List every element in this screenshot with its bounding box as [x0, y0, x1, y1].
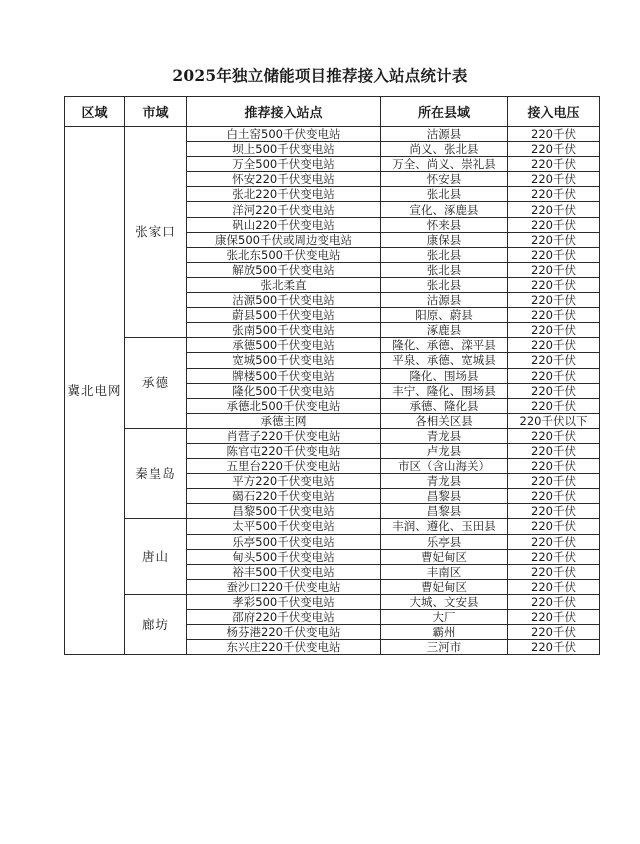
- voltage-cell: 220千伏: [508, 262, 600, 277]
- header-voltage: 接入电压: [508, 97, 600, 127]
- city-cell: 秦皇岛: [125, 428, 187, 519]
- county-cell: 青龙县: [381, 474, 508, 489]
- voltage-cell: 220千伏: [508, 293, 600, 308]
- station-cell: 牌楼500千伏变电站: [187, 368, 381, 383]
- voltage-cell: 220千伏: [508, 232, 600, 247]
- voltage-cell: 220千伏: [508, 519, 600, 534]
- station-cell: 张北220千伏变电站: [187, 187, 381, 202]
- county-cell: 涿鹿县: [381, 323, 508, 338]
- county-cell: 青龙县: [381, 428, 508, 443]
- station-cell: 太平500千伏变电站: [187, 519, 381, 534]
- city-cell: 张家口: [125, 127, 187, 338]
- station-cell: 白土窑500千伏变电站: [187, 127, 381, 142]
- voltage-cell: 220千伏: [508, 308, 600, 323]
- county-cell: 怀安县: [381, 172, 508, 187]
- station-cell: 张北柔直: [187, 277, 381, 292]
- county-cell: 阳原、蔚县: [381, 308, 508, 323]
- voltage-cell: 220千伏: [508, 564, 600, 579]
- station-cell: 洋河220千伏变电站: [187, 202, 381, 217]
- table-row: [65, 338, 600, 353]
- header-row: [65, 97, 600, 127]
- voltage-cell: 220千伏: [508, 172, 600, 187]
- station-cell: 沽源500千伏变电站: [187, 293, 381, 308]
- header-city: 市域: [125, 97, 187, 127]
- voltage-cell: 220千伏: [508, 459, 600, 474]
- region-cell: 冀北电网: [65, 127, 125, 655]
- county-cell: 市区（含山海关）: [381, 459, 508, 474]
- station-cell: 承德北500千伏变电站: [187, 398, 381, 413]
- county-cell: 昌黎县: [381, 489, 508, 504]
- voltage-cell: 220千伏: [508, 217, 600, 232]
- station-cell: 杨芬港220千伏变电站: [187, 625, 381, 640]
- station-cell: 蚕沙口220千伏变电站: [187, 579, 381, 594]
- station-cell: 张北东500千伏变电站: [187, 247, 381, 262]
- county-cell: 张北县: [381, 247, 508, 262]
- table-row: [65, 127, 600, 142]
- county-cell: 曹妃甸区: [381, 579, 508, 594]
- station-cell: 五里台220千伏变电站: [187, 459, 381, 474]
- header-region: 区域: [65, 97, 125, 127]
- county-cell: 怀来县: [381, 217, 508, 232]
- county-cell: 隆化、承德、滦平县: [381, 338, 508, 353]
- page-title: 2025年独立储能项目推荐接入站点统计表: [172, 66, 468, 85]
- station-cell: 陈官屯220千伏变电站: [187, 443, 381, 458]
- voltage-cell: 220千伏: [508, 142, 600, 157]
- voltage-cell: 220千伏: [508, 534, 600, 549]
- station-cell: 张南500千伏变电站: [187, 323, 381, 338]
- voltage-cell: 220千伏: [508, 489, 600, 504]
- voltage-cell: 220千伏: [508, 579, 600, 594]
- table-header: [65, 97, 600, 127]
- station-cell: 邵府220千伏变电站: [187, 610, 381, 625]
- voltage-cell: 220千伏: [508, 323, 600, 338]
- voltage-cell: 220千伏: [508, 202, 600, 217]
- station-cell: 隆化500千伏变电站: [187, 383, 381, 398]
- county-cell: 乐亭县: [381, 534, 508, 549]
- voltage-cell: 220千伏: [508, 443, 600, 458]
- voltage-cell: 220千伏: [508, 594, 600, 609]
- county-cell: 平泉、承德、宽城县: [381, 353, 508, 368]
- station-cell: 蔚县500千伏变电站: [187, 308, 381, 323]
- county-cell: 宣化、涿鹿县: [381, 202, 508, 217]
- table-row: [65, 519, 600, 534]
- voltage-cell: 220千伏: [508, 353, 600, 368]
- header-county: 所在县域: [381, 97, 508, 127]
- county-cell: 张北县: [381, 187, 508, 202]
- station-cell: 乐亭500千伏变电站: [187, 534, 381, 549]
- county-cell: 卢龙县: [381, 443, 508, 458]
- county-cell: 大城、文安县: [381, 594, 508, 609]
- county-cell: 丰南区: [381, 564, 508, 579]
- station-cell: 碣石220千伏变电站: [187, 489, 381, 504]
- voltage-cell: 220千伏: [508, 247, 600, 262]
- station-cell: 宽城500千伏变电站: [187, 353, 381, 368]
- station-cell: 怀安220千伏变电站: [187, 172, 381, 187]
- county-cell: 康保县: [381, 232, 508, 247]
- city-cell: 唐山: [125, 519, 187, 594]
- voltage-cell: 220千伏: [508, 504, 600, 519]
- county-cell: 各相关区县: [381, 413, 508, 428]
- county-cell: 霸州: [381, 625, 508, 640]
- county-cell: 昌黎县: [381, 504, 508, 519]
- station-cell: 平方220千伏变电站: [187, 474, 381, 489]
- voltage-cell: 220千伏: [508, 368, 600, 383]
- city-cell: 廊坊: [125, 594, 187, 654]
- station-cell: 孝彩500千伏变电站: [187, 594, 381, 609]
- table-body: [65, 127, 600, 655]
- voltage-cell: 220千伏: [508, 474, 600, 489]
- voltage-cell: 220千伏: [508, 338, 600, 353]
- voltage-cell: 220千伏: [508, 383, 600, 398]
- county-cell: 大厂: [381, 610, 508, 625]
- table-row: [65, 428, 600, 443]
- county-cell: 曹妃甸区: [381, 549, 508, 564]
- voltage-cell: 220千伏: [508, 187, 600, 202]
- station-cell: 肖营子220千伏变电站: [187, 428, 381, 443]
- county-cell: 万全、尚义、崇礼县: [381, 157, 508, 172]
- county-cell: 承德、隆化县: [381, 398, 508, 413]
- county-cell: 尚义、张北县: [381, 142, 508, 157]
- county-cell: 张北县: [381, 262, 508, 277]
- voltage-cell: 220千伏: [508, 625, 600, 640]
- station-cell: 甸头500千伏变电站: [187, 549, 381, 564]
- station-cell: 东兴庄220千伏变电站: [187, 640, 381, 655]
- county-cell: 丰宁、隆化、围场县: [381, 383, 508, 398]
- voltage-cell: 220千伏: [508, 610, 600, 625]
- header-station: 推荐接入站点: [187, 97, 381, 127]
- county-cell: 张北县: [381, 277, 508, 292]
- county-cell: 沽源县: [381, 293, 508, 308]
- station-cell: 康保500千伏或周边变电站: [187, 232, 381, 247]
- station-cell: 坝上500千伏变电站: [187, 142, 381, 157]
- station-cell: 承德主网: [187, 413, 381, 428]
- station-cell: 万全500千伏变电站: [187, 157, 381, 172]
- city-cell: 承德: [125, 338, 187, 429]
- county-cell: 沽源县: [381, 127, 508, 142]
- station-cell: 解放500千伏变电站: [187, 262, 381, 277]
- voltage-cell: 220千伏: [508, 398, 600, 413]
- station-cell: 裕丰500千伏变电站: [187, 564, 381, 579]
- station-cell: 矾山220千伏变电站: [187, 217, 381, 232]
- voltage-cell: 220千伏以下: [508, 413, 600, 428]
- voltage-cell: 220千伏: [508, 640, 600, 655]
- table-row: [65, 594, 600, 609]
- voltage-cell: 220千伏: [508, 277, 600, 292]
- station-cell: 承德500千伏变电站: [187, 338, 381, 353]
- station-cell: 昌黎500千伏变电站: [187, 504, 381, 519]
- station-table: [64, 96, 600, 655]
- county-cell: 三河市: [381, 640, 508, 655]
- county-cell: 隆化、围场县: [381, 368, 508, 383]
- county-cell: 丰润、遵化、玉田县: [381, 519, 508, 534]
- voltage-cell: 220千伏: [508, 127, 600, 142]
- voltage-cell: 220千伏: [508, 157, 600, 172]
- voltage-cell: 220千伏: [508, 428, 600, 443]
- voltage-cell: 220千伏: [508, 549, 600, 564]
